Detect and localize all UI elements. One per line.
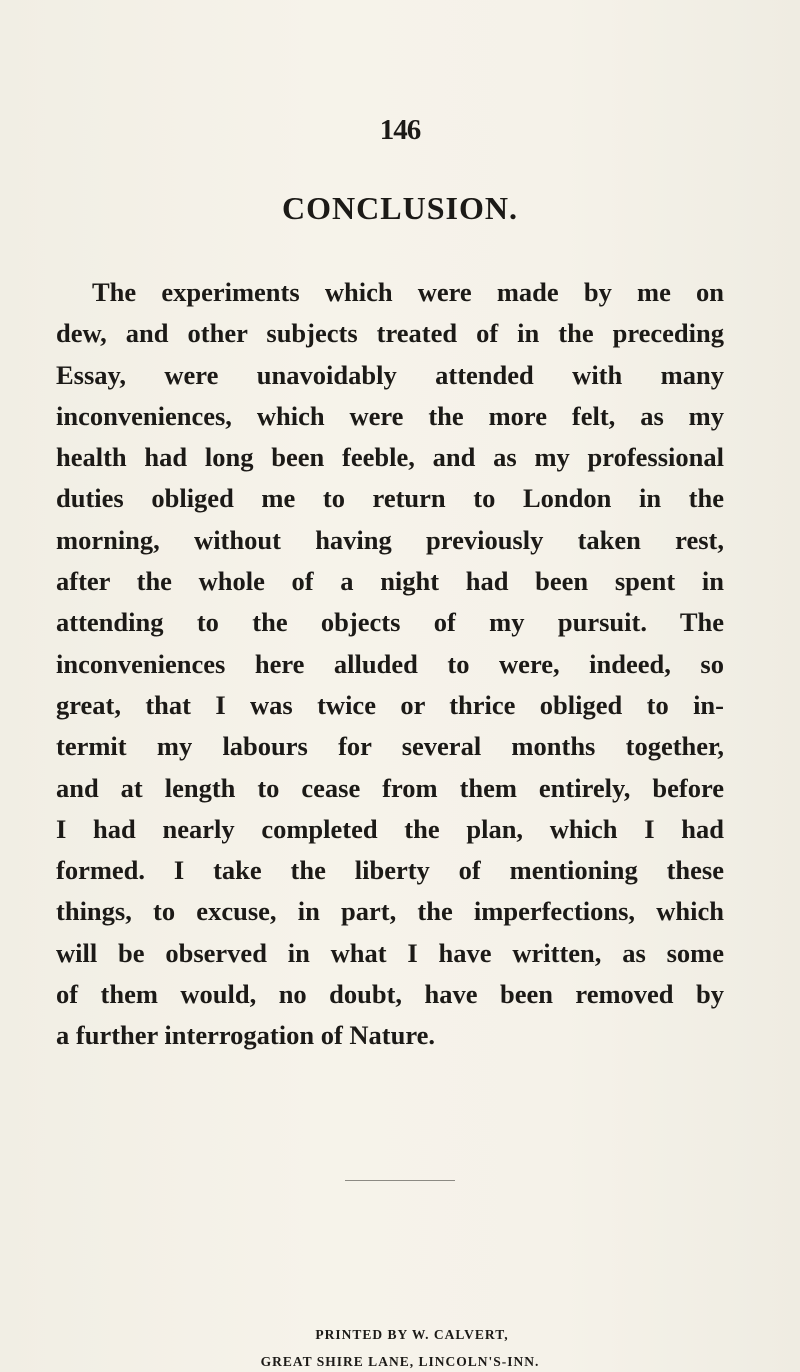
body-paragraph xyxy=(56,272,724,1057)
text-line: duties obliged me to return to London in the xyxy=(56,483,724,514)
text-line: a further interrogation of Nature. xyxy=(56,1020,436,1051)
text-line: things, to excuse, in part, the imperfections, which xyxy=(56,896,724,927)
divider-rule xyxy=(345,1180,455,1181)
text-line: and at length to cease from them entirely, before xyxy=(56,772,724,803)
text-line: termit my labours for several months together, xyxy=(56,731,724,762)
text-line: The experiments which were made by me on xyxy=(92,277,724,307)
text-line: Essay, were unavoidably attended with many xyxy=(56,359,724,390)
printer-imprint-line: PRINTED BY W. CALVERT, xyxy=(315,1327,509,1342)
text-line: will be observed in what I have written, as some xyxy=(56,937,724,968)
text-line: inconveniences, which were the more felt, as my xyxy=(56,400,724,431)
text-line: after the whole of a night had been spent in xyxy=(56,566,724,597)
text-line: of them would, no doubt, have been removed by xyxy=(56,979,724,1010)
text-line: attending to the objects of my pursuit. The xyxy=(56,607,724,638)
text-line: health had long been feeble, and as my professional xyxy=(56,442,724,473)
text-line: formed. I take the liberty of mentioning these xyxy=(56,855,724,886)
text-line: inconveniences here alluded to were, indeed, so xyxy=(56,648,724,679)
chapter-heading: CONCLUSION. xyxy=(282,190,518,226)
text-line: dew, and other subjects treated of in the preceding xyxy=(56,318,724,349)
printer-address-line: GREAT SHIRE LANE, LINCOLN'S-INN. xyxy=(260,1354,540,1369)
text-line: I had nearly completed the plan, which I had xyxy=(56,813,724,844)
page-number: 146 xyxy=(379,114,421,146)
text-line: great, that I was twice or thrice obliged to in- xyxy=(56,689,724,720)
text-line: morning, without having previously taken rest, xyxy=(56,524,724,555)
